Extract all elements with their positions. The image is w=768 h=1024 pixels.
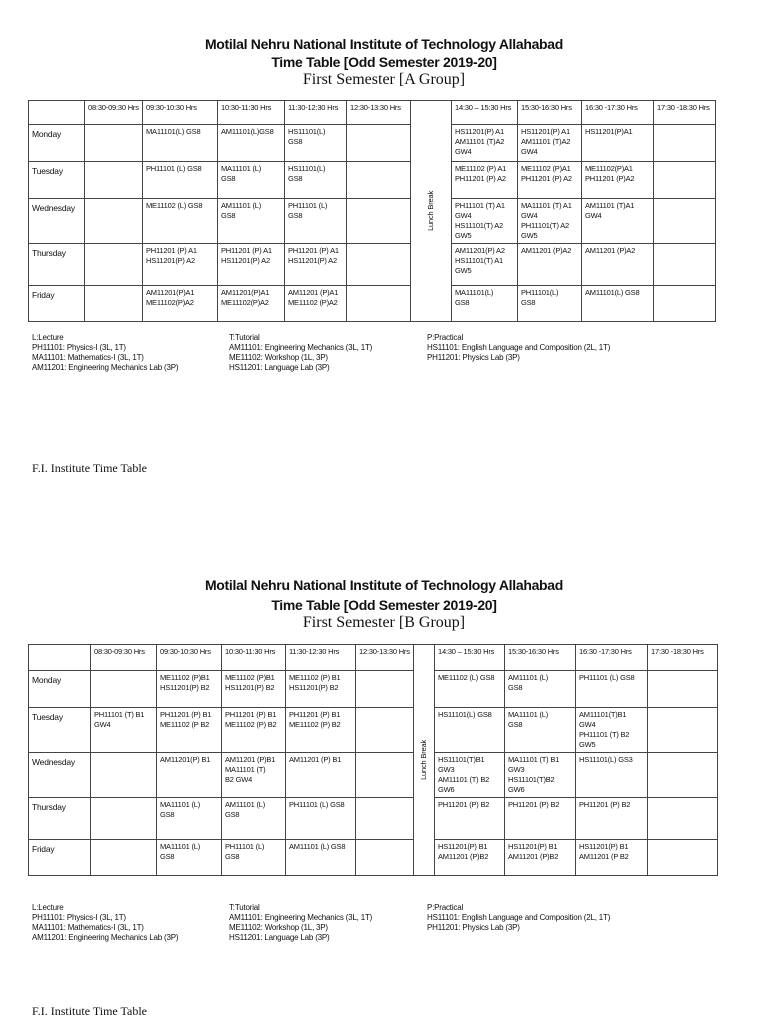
schedule-cell [654, 244, 716, 286]
time-slot-header: 12:30-13:30 Hrs [347, 101, 411, 125]
schedule-cell: MA11101 (L) GS8 [218, 162, 285, 199]
legend-item: PH11101: Physics-I (3L, 1T) [32, 343, 126, 352]
lunch-break-label: Lunch Break [419, 740, 428, 780]
day-label: Tuesday [29, 708, 91, 753]
legend-item: AM11201: Engineering Mechanics Lab (3P) [32, 363, 179, 372]
day-label: Thursday [29, 798, 91, 840]
schedule-cell: AM11201(P) A2 HS11101(T) A1 GW5 [452, 244, 518, 286]
table-row [29, 753, 718, 798]
schedule-cell: HS11101(L) GS8 [285, 125, 347, 162]
footer-caption: F.I. Institute Time Table [32, 1004, 147, 1018]
schedule-cell: HS11101(T)B1 GW3 AM11101 (T) B2 GW6 [435, 753, 505, 798]
day-label: Monday [29, 671, 91, 708]
table-row [29, 244, 716, 286]
schedule-cell: ME11102 (L) GS8 [435, 671, 505, 708]
schedule-cell [654, 125, 716, 162]
time-slot-header: 15:30-16:30 Hrs [518, 101, 582, 125]
schedule-cell: PH11201 (P) B2 [576, 798, 648, 840]
timetable-grid-a [28, 100, 716, 322]
time-slot-header: 15:30-16:30 Hrs [505, 645, 576, 671]
schedule-cell: AM11101 (L) GS8 [505, 671, 576, 708]
legend-item: MA11101: Mathematics-I (3L, 1T) [32, 923, 144, 932]
legend-item: PH11101: Physics-I (3L, 1T) [32, 913, 126, 922]
schedule-cell: PH11201 (P) B2 [435, 798, 505, 840]
timetable-title: Time Table [Odd Semester 2019-20] [271, 54, 497, 70]
legend-item: AM11201: Engineering Mechanics Lab (3P) [32, 933, 179, 942]
schedule-cell: HS11101(L) GS8 [285, 162, 347, 199]
schedule-cell [356, 798, 414, 840]
schedule-cell [347, 125, 411, 162]
schedule-cell: AM11101 (T)A1 GW4 [582, 199, 654, 244]
legend-col1 [32, 903, 178, 943]
legend-col2 [229, 903, 372, 943]
table-row [29, 671, 718, 708]
schedule-cell [347, 286, 411, 322]
schedule-cell [85, 162, 143, 199]
schedule-cell [347, 162, 411, 199]
institute-title: Motilal Nehru National Institute of Technology Allahabad [204, 36, 564, 52]
schedule-cell [648, 798, 718, 840]
schedule-cell: AM11201 (P)A2 [582, 244, 654, 286]
schedule-cell: PH11101 (L) GS8 [143, 162, 218, 199]
schedule-cell: AM11101 (L) GS8 [222, 798, 286, 840]
schedule-cell: ME11102(P)A1 PH11201 (P)A2 [582, 162, 654, 199]
schedule-cell [85, 199, 143, 244]
schedule-cell: AM11101(L) GS8 [582, 286, 654, 322]
institute-title: Motilal Nehru National Institute of Technology Allahabad [204, 577, 564, 593]
schedule-cell: AM11201(P) B1 [157, 753, 222, 798]
schedule-cell: AM11201(P)A1 ME11102(P)A2 [218, 286, 285, 322]
lunch-break-cell [414, 645, 435, 876]
schedule-cell: AM11201 (P)B1 MA11101 (T) B2 GW4 [222, 753, 286, 798]
time-slot-header: 08:30-09:30 Hrs [85, 101, 143, 125]
schedule-cell: PH11101 (L) GS8 [286, 798, 356, 840]
schedule-cell [356, 708, 414, 753]
time-slot-header: 11:30-12:30 Hrs [286, 645, 356, 671]
legend-col1 [32, 333, 178, 373]
time-slot-header: 16:30 -17:30 Hrs [576, 645, 648, 671]
semester-title: First Semester [A Group] [302, 71, 466, 88]
time-slot-header: 12:30-13:30 Hrs [356, 645, 414, 671]
time-slot-header: 14:30 – 15:30 Hrs [435, 645, 505, 671]
time-slot-header: 09:30-10:30 Hrs [157, 645, 222, 671]
legend-item: HS11201: Language Lab (3P) [229, 933, 330, 942]
time-slot-header: 10:30-11:30 Hrs [218, 101, 285, 125]
schedule-cell: PH11201 (P) B1 ME11102 (P) B2 [286, 708, 356, 753]
schedule-cell [85, 286, 143, 322]
schedule-cell: PH11201 (P) A1 HS11201(P) A2 [143, 244, 218, 286]
schedule-cell [648, 753, 718, 798]
time-slot-header [29, 645, 91, 671]
schedule-cell [347, 199, 411, 244]
schedule-cell [356, 671, 414, 708]
schedule-cell [654, 199, 716, 244]
table-row [29, 286, 716, 322]
schedule-cell [648, 840, 718, 876]
legend-item: PH11201: Physics Lab (3P) [427, 353, 520, 362]
time-slot-header: 16:30 -17:30 Hrs [582, 101, 654, 125]
table-row [29, 798, 718, 840]
legend-item: P:Practical [427, 903, 464, 912]
day-label: Friday [29, 286, 85, 322]
schedule-cell: HS11201(P) B1 AM11201 (P)B2 [435, 840, 505, 876]
schedule-cell: PH11101 (T) B1 GW4 [91, 708, 157, 753]
schedule-cell: PH11201 (P) B2 [505, 798, 576, 840]
legend-item: P:Practical [427, 333, 464, 342]
schedule-cell: HS11201(P) B1 AM11201 (P)B2 [505, 840, 576, 876]
schedule-cell [648, 708, 718, 753]
schedule-cell: PH11201 (P) B1 ME11102 (P) B2 [222, 708, 286, 753]
legend-item: HS11201: Language Lab (3P) [229, 363, 330, 372]
schedule-cell: ME11102 (P) B1 HS11201(P) B2 [286, 671, 356, 708]
schedule-cell [91, 753, 157, 798]
day-label: Friday [29, 840, 91, 876]
schedule-cell: MA11101 (L) GS8 [157, 840, 222, 876]
legend-col3 [427, 903, 610, 933]
schedule-cell [91, 671, 157, 708]
schedule-cell [91, 798, 157, 840]
table-row [29, 708, 718, 753]
schedule-cell: PH11201 (P) B1 ME11102 (P B2 [157, 708, 222, 753]
schedule-cell: AM11101 (L) GS8 [286, 840, 356, 876]
schedule-cell: AM11101 (L) GS8 [218, 199, 285, 244]
legend-item: PH11201: Physics Lab (3P) [427, 923, 520, 932]
schedule-cell: HS11101(L) GS3 [576, 753, 648, 798]
schedule-cell: MA11101 (L) GS8 [157, 798, 222, 840]
schedule-cell: HS11201(P) B1 AM11201 (P B2 [576, 840, 648, 876]
time-slot-header: 17:30 -18:30 Hrs [654, 101, 716, 125]
schedule-cell: AM11201 (P) B1 [286, 753, 356, 798]
legend-item: T:Tutorial [229, 903, 260, 912]
schedule-cell: MA11101(L) GS8 [143, 125, 218, 162]
schedule-cell: MA11101 (L) GS8 [505, 708, 576, 753]
legend-item: AM11101: Engineering Mechanics (3L, 1T) [229, 343, 373, 352]
schedule-cell: PH11101 (L) GS8 [285, 199, 347, 244]
schedule-cell: HS11201(P) A1 AM11101 (T)A2 GW4 [452, 125, 518, 162]
table-row [29, 162, 716, 199]
schedule-cell: PH11101 (L) GS8 [222, 840, 286, 876]
schedule-cell [654, 162, 716, 199]
schedule-cell: AM11201 (P)A2 [518, 244, 582, 286]
table-row [29, 199, 716, 244]
time-slot-header: 11:30-12:30 Hrs [285, 101, 347, 125]
time-slot-header: 17:30 -18:30 Hrs [648, 645, 718, 671]
schedule-cell [85, 125, 143, 162]
day-label: Tuesday [29, 162, 85, 199]
schedule-cell [356, 753, 414, 798]
day-label: Thursday [29, 244, 85, 286]
legend-col3 [427, 333, 610, 363]
schedule-cell: AM11101(T)B1 GW4 PH11101 (T) B2 GW5 [576, 708, 648, 753]
time-slot-header: 14:30 – 15:30 Hrs [452, 101, 518, 125]
schedule-cell: HS11201(P) A1 AM11101 (T)A2 GW4 [518, 125, 582, 162]
schedule-cell [91, 840, 157, 876]
header-row [29, 101, 716, 125]
legend-col2 [229, 333, 372, 373]
schedule-cell: ME11102 (L) GS8 [143, 199, 218, 244]
day-label: Wednesday [29, 753, 91, 798]
schedule-cell: MA11101(L) GS8 [452, 286, 518, 322]
timetable-grid-b [28, 644, 718, 876]
legend-item: ME11102: Workshop (1L, 3P) [229, 353, 328, 362]
schedule-cell: HS11201(P)A1 [582, 125, 654, 162]
header-row [29, 645, 718, 671]
time-slot-header: 10:30-11:30 Hrs [222, 645, 286, 671]
legend-item: L:Lecture [32, 333, 64, 342]
schedule-cell: ME11102 (P)B1 HS11201(P) B2 [157, 671, 222, 708]
schedule-cell: PH11101 (T) A1 GW4 HS11101(T) A2 GW5 [452, 199, 518, 244]
schedule-cell: PH11201 (P) A1 HS11201(P) A2 [285, 244, 347, 286]
lunch-break-label: Lunch Break [426, 191, 435, 231]
schedule-cell [356, 840, 414, 876]
legend-item: ME11102: Workshop (1L, 3P) [229, 923, 328, 932]
lunch-break-cell [411, 101, 452, 322]
timetable-title: Time Table [Odd Semester 2019-20] [271, 597, 497, 613]
semester-title: First Semester [B Group] [302, 614, 466, 631]
schedule-cell: ME11102 (P)A1 PH11201 (P) A2 [518, 162, 582, 199]
schedule-cell: AM11201 (P)A1 ME11102 (P)A2 [285, 286, 347, 322]
schedule-cell [648, 671, 718, 708]
time-slot-header: 08:30-09:30 Hrs [91, 645, 157, 671]
schedule-cell: PH11101(L) GS8 [518, 286, 582, 322]
schedule-cell: AM11201(P)A1 ME11102(P)A2 [143, 286, 218, 322]
schedule-cell: MA11101 (T) B1 GW3 HS11101(T)B2 GW6 [505, 753, 576, 798]
schedule-cell [347, 244, 411, 286]
time-slot-header [29, 101, 85, 125]
day-label: Wednesday [29, 199, 85, 244]
schedule-cell: AM11101(L)GS8 [218, 125, 285, 162]
legend-item: T:Tutorial [229, 333, 260, 342]
schedule-cell: ME11102 (P)B1 HS11201(P) B2 [222, 671, 286, 708]
schedule-cell: PH11101 (L) GS8 [576, 671, 648, 708]
time-slot-header: 09:30-10:30 Hrs [143, 101, 218, 125]
footer-caption: F.I. Institute Time Table [32, 461, 147, 475]
schedule-cell: HS11101(L) GS8 [435, 708, 505, 753]
schedule-cell: ME11102 (P) A1 PH11201 (P) A2 [452, 162, 518, 199]
legend-item: HS11101: English Language and Composition (2L, 1T) [427, 343, 611, 352]
schedule-cell [85, 244, 143, 286]
legend-item: MA11101: Mathematics-I (3L, 1T) [32, 353, 144, 362]
table-row [29, 840, 718, 876]
schedule-cell [654, 286, 716, 322]
legend-item: AM11101: Engineering Mechanics (3L, 1T) [229, 913, 373, 922]
schedule-cell: PH11201 (P) A1 HS11201(P) A2 [218, 244, 285, 286]
legend-item: L:Lecture [32, 903, 64, 912]
table-row [29, 125, 716, 162]
legend-item: HS11101: English Language and Composition (2L, 1T) [427, 913, 611, 922]
schedule-cell: MA11101 (T) A1 GW4 PH11101(T) A2 GW5 [518, 199, 582, 244]
day-label: Monday [29, 125, 85, 162]
